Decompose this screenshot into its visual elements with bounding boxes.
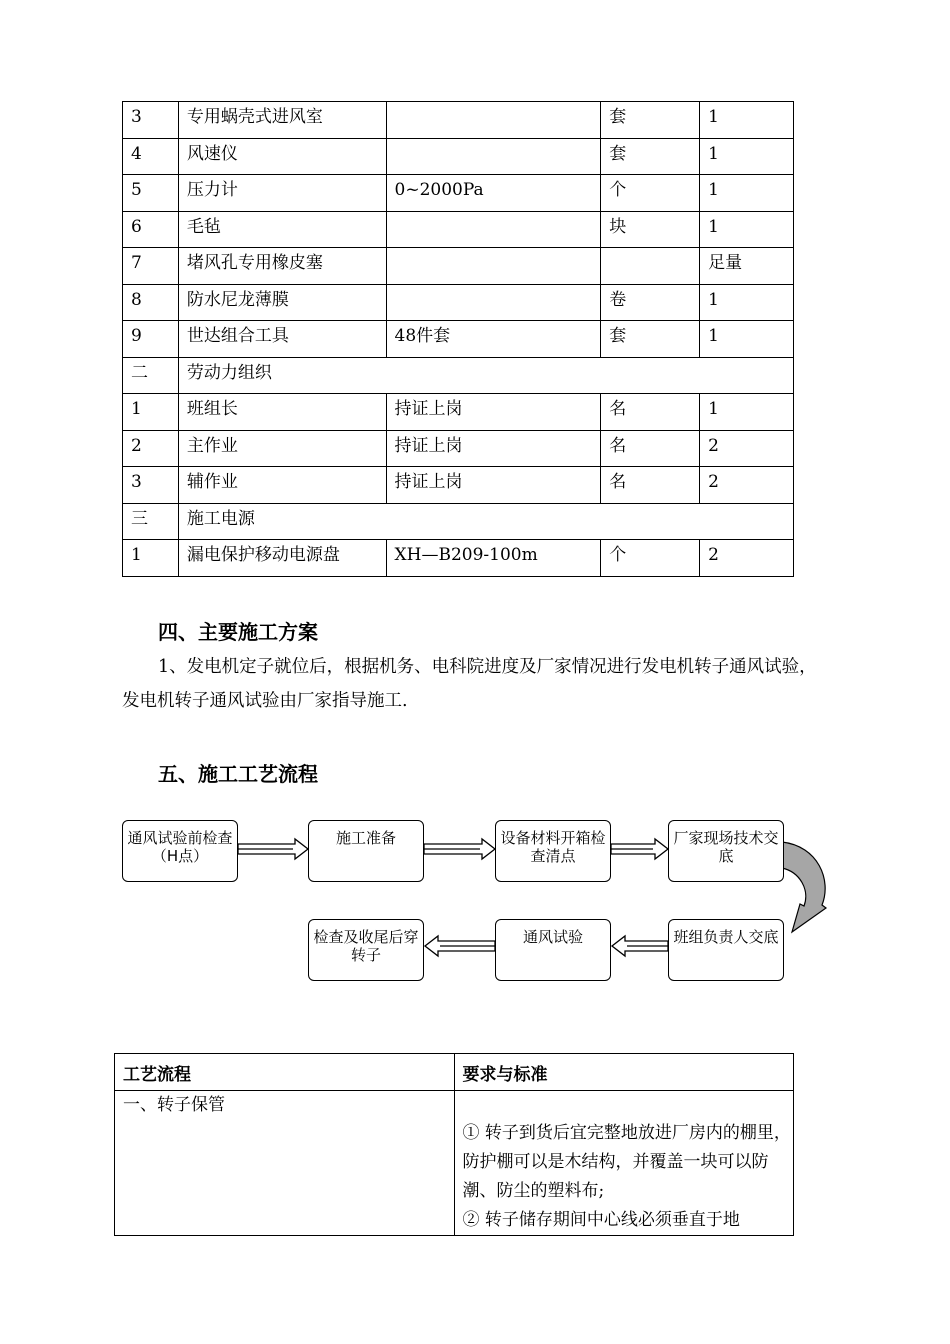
item-spec: 持证上岗 [386, 467, 601, 504]
item-spec: 0~2000Pa [386, 175, 601, 212]
flow-node-final-check: 检查及收尾后穿转子 [308, 919, 424, 981]
item-qty: 1 [700, 211, 794, 248]
process-requirement: ① 转子到货后宜完整地放进厂房内的棚里，防护棚可以是木结构，并覆盖一块可以防潮、防尘的塑料布; ② 转子储存期间中心线必须垂直于地 [454, 1091, 794, 1236]
process-step: 一、转子保管 [115, 1091, 455, 1236]
arrow-right-icon [611, 839, 668, 859]
item-spec: 持证上岗 [386, 394, 601, 431]
item-name: 风速仪 [178, 138, 386, 175]
item-name: 堵风孔专用橡皮塞 [178, 248, 386, 285]
item-qty: 足量 [700, 248, 794, 285]
item-unit: 块 [601, 211, 700, 248]
item-qty: 2 [700, 467, 794, 504]
flow-node-pre-check: 通风试验前检查（H点） [122, 820, 238, 882]
item-name: 毛毡 [178, 211, 386, 248]
item-unit: 个 [601, 540, 700, 577]
column-header: 工艺流程 [115, 1054, 455, 1091]
item-name: 压力计 [178, 175, 386, 212]
section-title: 施工电源 [178, 503, 793, 540]
arrow-right-icon [424, 839, 495, 859]
item-qty: 1 [700, 394, 794, 431]
section-paragraph: 1、发电机定子就位后，根据机务、电科院进度及厂家情况进行发电机转子通风试验，发电机转子通风试验由厂家指导施工. [122, 657, 817, 711]
item-unit: 名 [601, 394, 700, 431]
item-qty: 1 [700, 175, 794, 212]
item-unit: 卷 [601, 284, 700, 321]
flow-node-ventilation-test: 通风试验 [495, 919, 611, 981]
item-name: 班组长 [178, 394, 386, 431]
row-number: 9 [123, 321, 179, 358]
process-table [114, 1053, 794, 1236]
item-unit: 套 [601, 321, 700, 358]
item-qty: 1 [700, 138, 794, 175]
flow-node-unpacking: 设备材料开箱检查清点 [495, 820, 611, 882]
flow-node-vendor-briefing: 厂家现场技术交底 [668, 820, 784, 882]
item-name: 漏电保护移动电源盘 [178, 540, 386, 577]
section-number: 二 [123, 357, 179, 394]
flow-node-team-briefing: 班组负责人交底 [668, 919, 784, 981]
row-number: 8 [123, 284, 179, 321]
row-number: 2 [123, 430, 179, 467]
section-heading: 四、主要施工方案 [158, 620, 318, 644]
section-heading: 五、施工工艺流程 [158, 762, 318, 786]
item-name: 防水尼龙薄膜 [178, 284, 386, 321]
item-qty: 1 [700, 102, 794, 139]
item-unit: 套 [601, 102, 700, 139]
arrow-left-icon [612, 936, 668, 956]
item-qty: 1 [700, 284, 794, 321]
row-number: 4 [123, 138, 179, 175]
item-name: 辅作业 [178, 467, 386, 504]
item-qty: 1 [700, 321, 794, 358]
row-number: 1 [123, 394, 179, 431]
item-unit: 个 [601, 175, 700, 212]
item-unit: 名 [601, 430, 700, 467]
curved-arrow-icon [782, 842, 826, 932]
row-number: 6 [123, 211, 179, 248]
item-spec: 持证上岗 [386, 430, 601, 467]
table-header-row [115, 1054, 794, 1091]
row-number: 7 [123, 248, 179, 285]
item-name: 世达组合工具 [178, 321, 386, 358]
section-title: 劳动力组织 [178, 357, 793, 394]
item-spec: XH—B209-100m [386, 540, 601, 577]
item-name: 主作业 [178, 430, 386, 467]
row-number: 3 [123, 467, 179, 504]
item-spec: 48件套 [386, 321, 601, 358]
arrow-right-icon [238, 839, 308, 859]
item-unit: 名 [601, 467, 700, 504]
item-qty: 2 [700, 540, 794, 577]
column-header: 要求与标准 [454, 1054, 794, 1091]
item-name: 专用蜗壳式进风室 [178, 102, 386, 139]
table-row [115, 1091, 794, 1236]
row-number: 1 [123, 540, 179, 577]
arrow-left-icon [425, 936, 495, 956]
row-number: 3 [123, 102, 179, 139]
section-number: 三 [123, 503, 179, 540]
item-unit: 套 [601, 138, 700, 175]
row-number: 5 [123, 175, 179, 212]
item-qty: 2 [700, 430, 794, 467]
flow-node-preparation: 施工准备 [308, 820, 424, 882]
